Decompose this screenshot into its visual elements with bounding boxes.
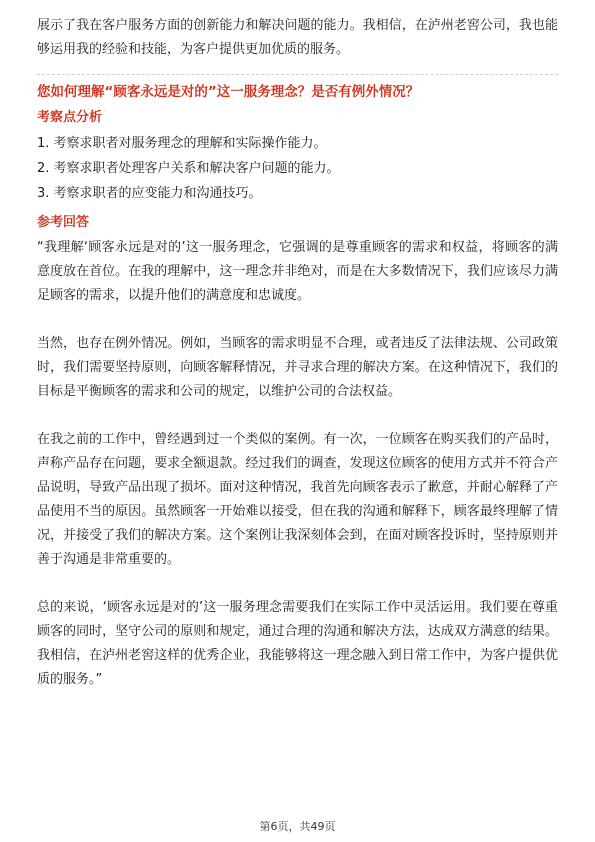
answer-paragraph: 在我之前的工作中，曾经遇到过一个类似的案例。有一次，一位顾客在购买我们的产品时，声称产品存在问题，要求全额退款。经过我们的调查，发现这位顾客的使用方式并不符合产品说明，导致产品出现了损坏。面对这种情况，我首先向顾客表示了歉意，并耐心解释了产品使用不当的原因。虽然顾客一开始难以接受，但在我的沟通和解释下，顾客最终理解了情况，并接受了我们的解决方案。这个案例让我深刻体会到，在面对顾客投诉时，坚持原则并善于沟通是非常重要的。 xyxy=(37,432,558,567)
section-divider xyxy=(37,74,558,75)
document-page xyxy=(37,14,558,692)
analysis-heading: 考察点分析 xyxy=(37,110,103,125)
interview-question: 您如何理解“顾客永远是对的”这一服务理念？是否有例外情况？ xyxy=(37,84,420,100)
answer-paragraph: “我理解‘顾客永远是对的’这一服务理念，它强调的是尊重顾客的需求和权益，将顾客的满意度放在首位。在我的理解中，这一理念并非绝对，而是在大多数情况下，我们应该尽力满足顾客的需求，以提升他们的满意度和忠诚度。 xyxy=(37,240,558,303)
intro-paragraph: 展示了我在客户服务方面的创新能力和解决问题的能力。我相信，在泸州老窖公司，我也能够运用我的经验和技能，为客户提供更加优质的服务。 xyxy=(37,18,558,57)
list-item: 3. 考察求职者的应变能力和沟通技巧。 xyxy=(37,186,262,201)
page-number: 第6页，共49页 xyxy=(259,820,336,833)
analysis-list xyxy=(37,131,558,206)
answer-paragraph: 当然，也存在例外情况。例如，当顾客的需求明显不合理，或者违反了法律法规、公司政策时，我们需要坚持原则，向顾客解释情况，并寻求合理的解决方案。在这种情况下，我们的目标是平衡顾客的需求和公司的规定，以维护公司的合法权益。 xyxy=(37,336,558,399)
list-item: 1. 考察求职者对服务理念的理解和实际操作能力。 xyxy=(37,136,327,151)
list-item: 2. 考察求职者处理客户关系和解决客户问题的能力。 xyxy=(37,161,340,176)
answer-heading: 参考回答 xyxy=(37,215,90,230)
answer-paragraph: 总的来说，‘顾客永远是对的’这一服务理念需要我们在实际工作中灵活运用。我们要在尊重顾客的同时，坚守公司的原则和规定，通过合理的沟通和解决方法，达成双方满意的结果。我相信，在泸州老窖这样的优秀企业，我能够将这一理念融入到日常工作中，为客户提供优质的服务。” xyxy=(37,600,558,687)
